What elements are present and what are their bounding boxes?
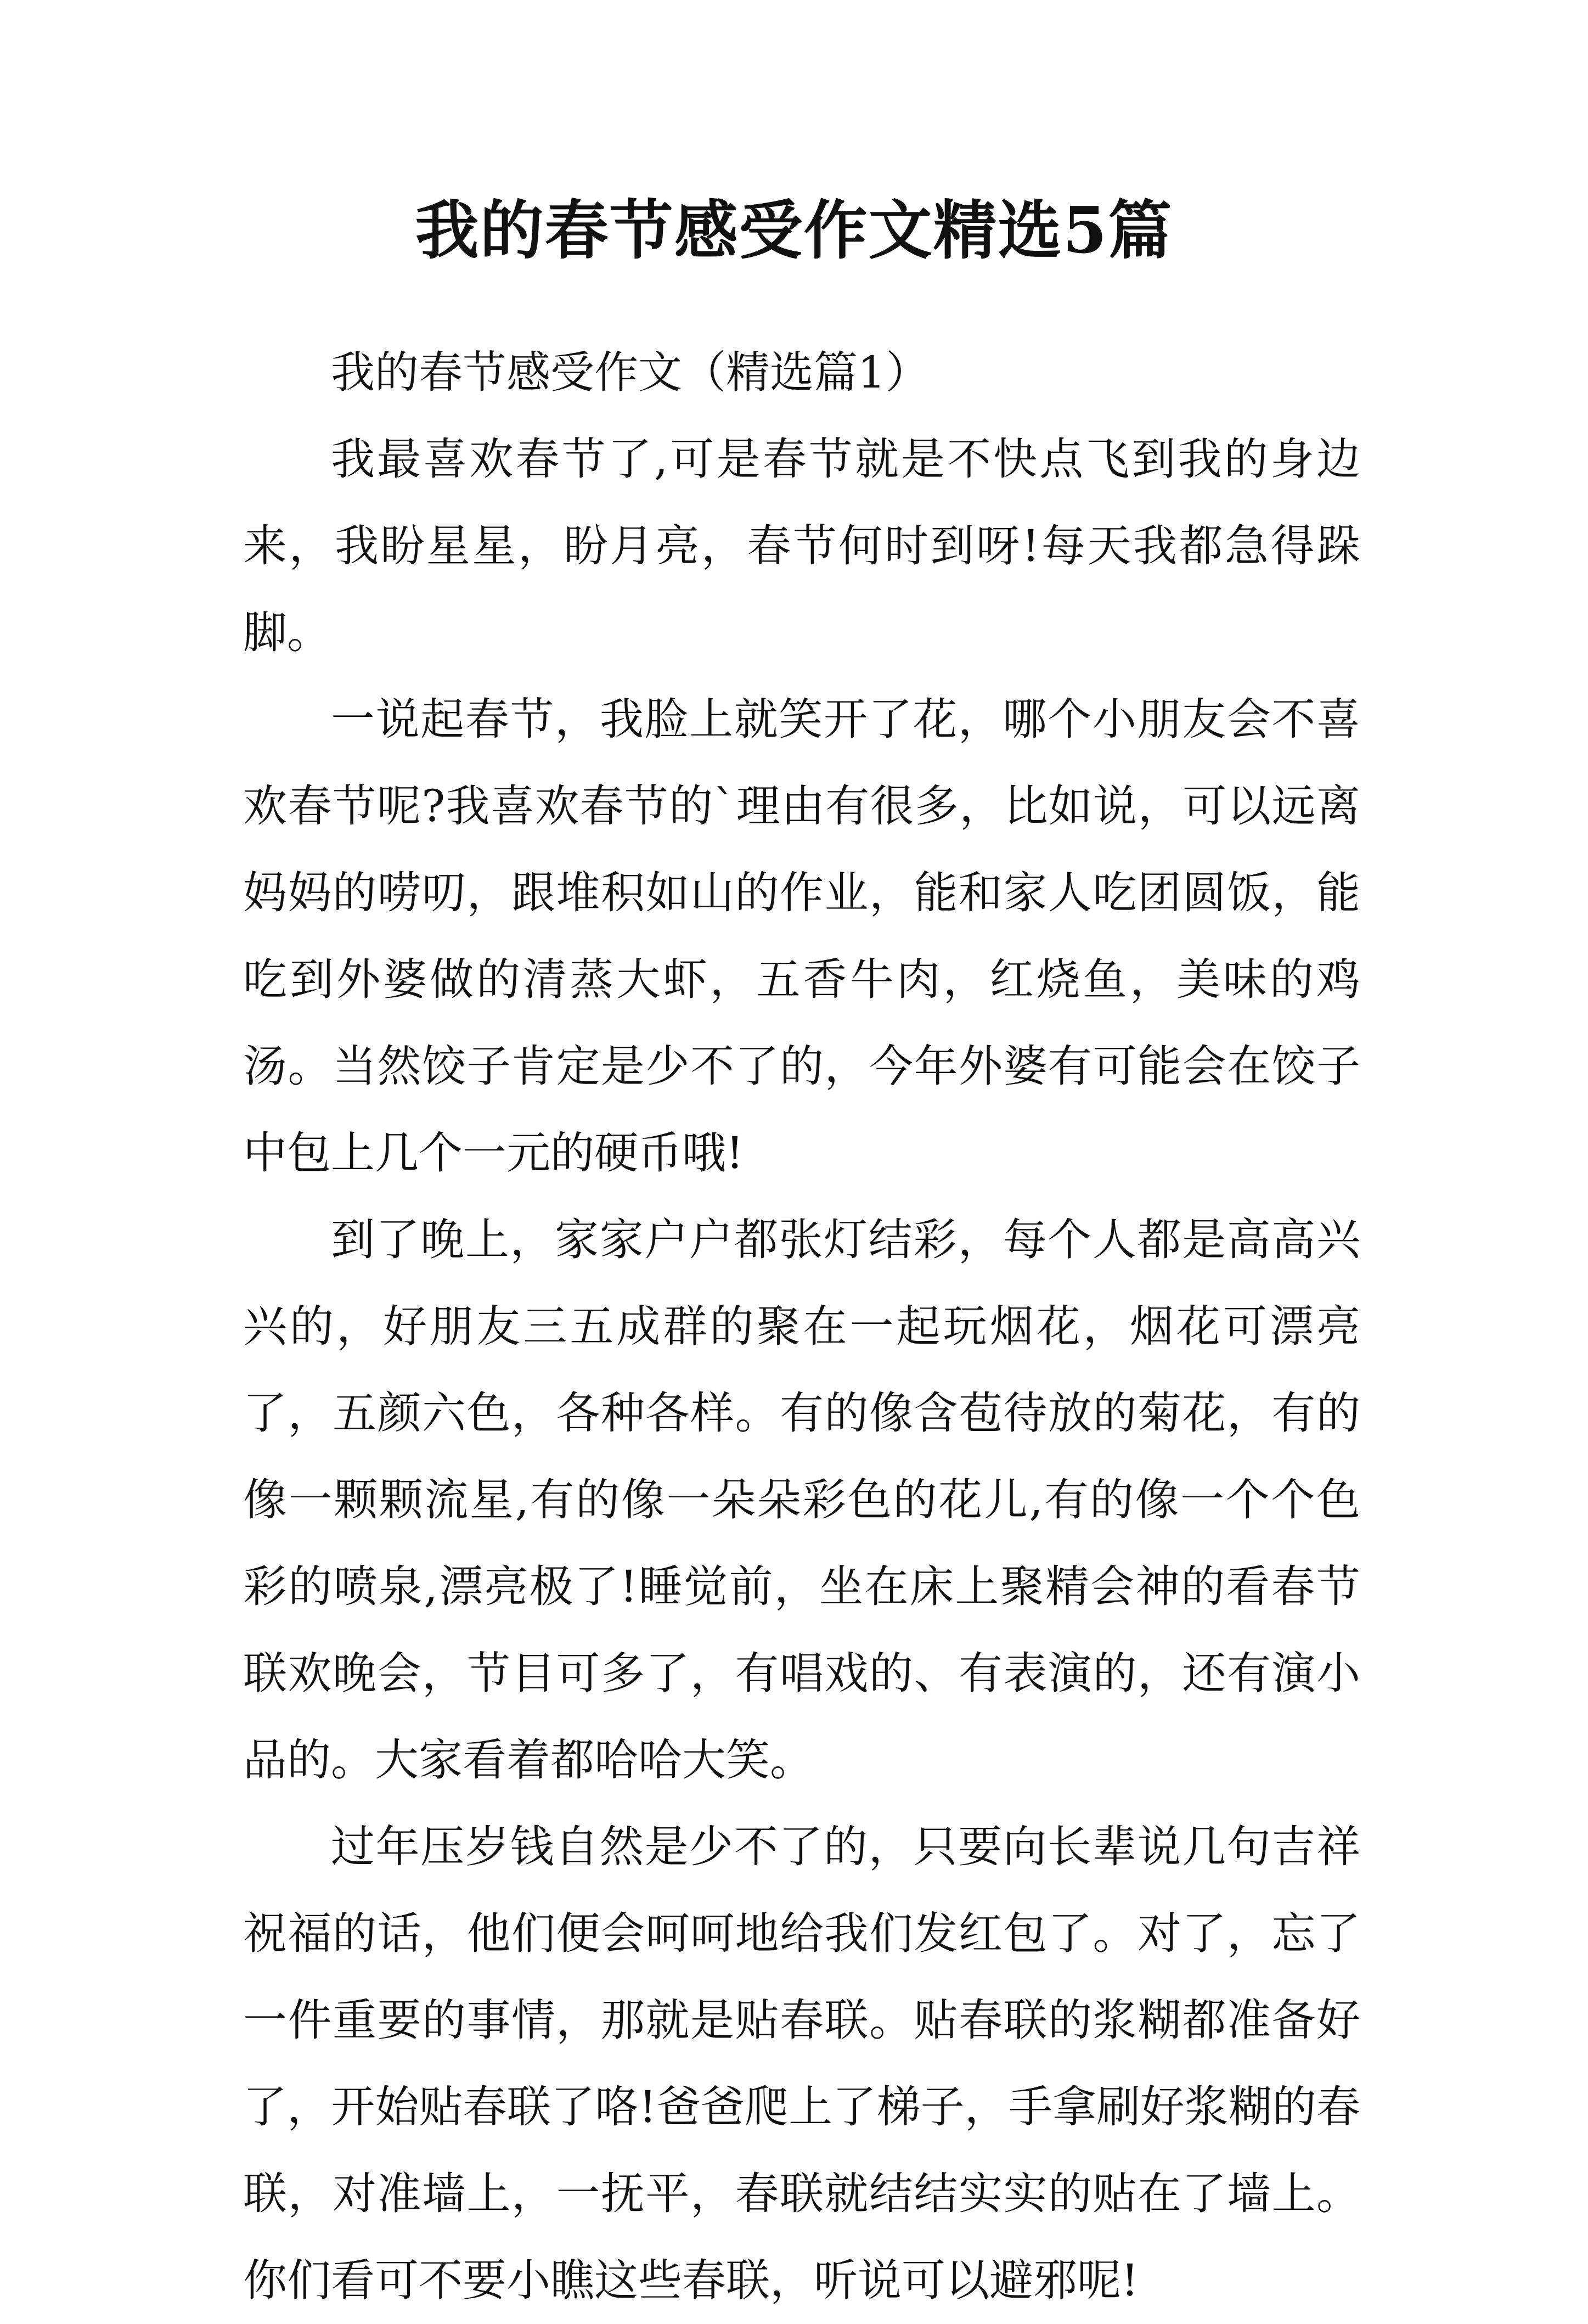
- document-body: [243, 329, 1360, 2324]
- paragraph: 我最喜欢春节了,可是春节就是不快点飞到我的身边来，我盼星星，盼月亮，春节何时到呀!每天我都急得跺脚。: [243, 434, 1360, 658]
- paragraph: 到了晚上，家家户户都张灯结彩，每个人都是高高兴兴的，好朋友三五成群的聚在一起玩烟花，烟花可漂亮了，五颜六色，各种各样。有的像含苞待放的菊花，有的像一颗颗流星,有的像一朵朵彩色的花儿,有的像一个个色彩的喷泉,漂亮极了!睡觉前，坐在床上聚精会神的看春节联欢晚会，节目可多了，有唱戏的、有表演的，还有演小品的。大家看着都哈哈大笑。: [243, 1214, 1360, 1786]
- paragraph: 一说起春节，我脸上就笑开了花，哪个小朋友会不喜欢春节呢?我喜欢春节的`理由有很多，比如说，可以远离妈妈的唠叨，跟堆积如山的作业，能和家人吃团圆饭，能吃到外婆做的清蒸大虾，五香牛肉，红烧鱼，美味的鸡汤。当然饺子肯定是少不了的，今年外婆有可能会在饺子中包上几个一元的硬币哦!: [243, 694, 1360, 1178]
- document-title: 我的春节感受作文精选5篇: [415, 193, 1173, 268]
- section-heading: 我的春节感受作文（精选篇1）: [331, 347, 930, 398]
- paragraph: 过年压岁钱自然是少不了的，只要向长辈说几句吉祥祝福的话，他们便会呵呵地给我们发红包了。对了，忘了一件重要的事情，那就是贴春联。贴春联的浆糊都准备好了，开始贴春联了咯!爸爸爬上了梯子，手拿刷好浆糊的春联，对准墙上，一抚平，春联就结结实实的贴在了墙上。你们看可不要小瞧这些春联，听说可以避邪呢!: [243, 1821, 1360, 2306]
